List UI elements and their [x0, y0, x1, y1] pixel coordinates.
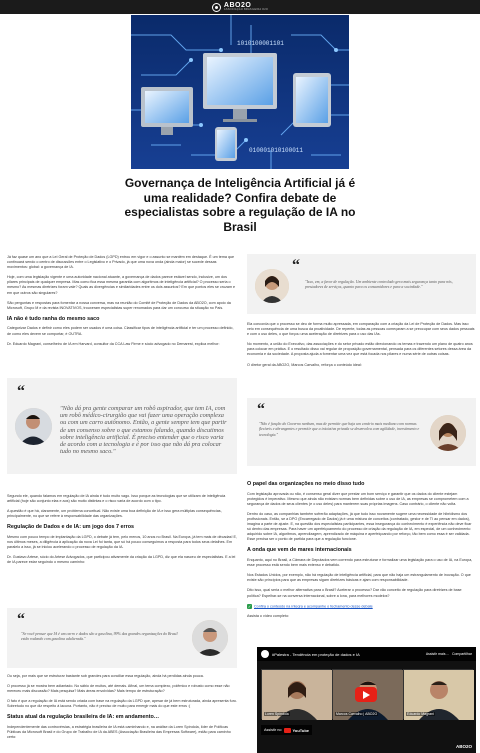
section-heading: Status atual da regulação brasileira de IA: em andamento…: [7, 714, 160, 721]
cta-link-text: Confira o conteúdo na íntegra e acompanhe o fechamento desse debate: [254, 604, 373, 609]
quote-box: [7, 608, 237, 668]
binary-text-bottom: 010001010100011: [249, 147, 304, 154]
circuit-illustration: [131, 15, 349, 169]
avatar: [255, 269, 289, 303]
left-column-middle: [7, 494, 237, 570]
section-heading: Regulação de Dados e de IA: um jogo dos 7 erros: [7, 524, 135, 531]
watch-on-label: Assistir no: [264, 728, 282, 732]
video-embed[interactable]: [257, 647, 476, 753]
speaker-tile: [403, 669, 473, 719]
left-column-bottom: [7, 674, 237, 745]
speaker-tile: [261, 669, 331, 719]
avatar: [430, 415, 466, 451]
share-button[interactable]: Compartilhar: [451, 652, 472, 656]
quote-text: "Não dá pra gente comparar um robô aspirador, que tem IA, com um robô médico-cirurgião que vai fazer uma operação complexa ou com um carro autônomo. Então, a gente sempre tem que partir de um consenso sobre o que estamos falando, quando discutimos sobre inteligência artificial. É preciso entender que o risco varia de acordo com a tecnologia e é por isso que não dá pra colocar tudo no mesmo saco.": [60, 405, 227, 456]
paragraph: Dentro do caso, as companhias também sofrerão adaptações, já que tudo isso novamente sugere uma necessidade de hibridismo dos profissionais. Então, se a DPO (Encarregado de Dados) já é uma mistura de conceitos (contratado, gestor e de TI ao pensar em dados), imagina a parte de ajuste. E, na questão dos especialistas participantes, essa insegurança do conhecimento é experiência não deve ficar só dentro das empresas. Para haver um aperfeiçoamento do processo de criação da regulação de IA, em especial, de um conhecimento adquirido sobre IA, algoritmos, aprendizagem, aprendizado de máquina e aperfeiçoando por reforço, tão bem como essa é ser validada. Esse precisa ser o ponto de partida para que a regulação funcione.: [247, 511, 472, 542]
avatar: [15, 408, 52, 445]
logo-tagline: ASSOCIAÇÃO BRASILEIRA O2O: [223, 8, 269, 12]
section-heading: A onda que vem de mares internacionais: [247, 547, 352, 554]
logo-icon[interactable]: [212, 3, 221, 12]
paragraph: A questão é que há, claramente, um problema conceitual. Não existe uma boa definição de IA e isso gera múltiplas consequências, principalmente, no que se refere à responsabilidade das organizações.: [7, 509, 222, 519]
paragraph: Dr. Eduardo Magrani, conselheiro de IA em Harvard, consultor da CCA Law Firme e sócio advogado no Demarest, explica melhor:: [7, 341, 220, 346]
youtube-label: YouTube: [292, 727, 310, 733]
paragraph: Categorizar Dados e definir como eles podem ser usados é uma coisa. Classificar tipos de inteligência artificial e ter um processo definido, de como eles devem se comportar, é OUTRA.: [7, 326, 234, 336]
youtube-icon: [284, 728, 291, 733]
section-heading: IA não é tudo ranha do mesmo saco: [7, 315, 100, 322]
hero-image: [131, 15, 349, 169]
paragraph: O diretor geral da ABO2O, Marcos Carvalho, reforça o conteúdo ideal:: [247, 362, 362, 367]
cta-link[interactable]: [247, 604, 475, 610]
paragraph: Com legislação aprovada ou não, é consenso geral dizer que prestar um bom serviço e garantir que os dados do cliente estejam protegidos é imperativo. Mesmo que ainda não existam normas bem definidas sobre o uso de IA, as empresas se comprometem com a segurança de dados de seus clientes (e o uso deles) para manterem suas próprias imagens. Caso contrário, o cliente não volta.: [247, 491, 469, 506]
logo-name: ABO2O: [223, 2, 252, 10]
paragraph: Assista o vídeo completo:: [247, 614, 290, 619]
avatar-photo: [255, 269, 289, 303]
play-icon: [363, 691, 370, 699]
video-title[interactable]: #Palestra - Tendência em proteção de dados e IA: [272, 651, 360, 657]
paragraph: Dr. Gustavo Artese, sócio do Artese Advogados, que participou ativamente da criação da LGPD, diz que ela nasceu de especialistas. E a lei de IA parece estar seguindo o mesmo caminho:: [7, 555, 236, 565]
binary-text-top: 1010100001101: [237, 40, 284, 47]
avatar: [192, 620, 228, 656]
speaker-name: Marcos Carvalho | ABO2O: [336, 712, 378, 716]
channel-avatar-icon[interactable]: [261, 650, 269, 658]
speaker-name: Loren Spíndola: [265, 712, 289, 716]
paragraph: Ou seja, por mais que se estruturar bastante sob grandes para conciliar essa regulação, ainda há perdidas ainda pouca.: [7, 674, 204, 678]
site-logo[interactable]: [224, 2, 268, 12]
watch-later-button[interactable]: Assistir mais…: [425, 652, 449, 656]
quote-mark-icon: “: [17, 383, 25, 400]
section-heading: O papel das organizações no meio disso tudo: [247, 481, 365, 487]
quote-mark-icon: “: [17, 611, 25, 628]
right-column-top: [247, 322, 475, 373]
quote-text: "Se você pensar que IA é um carro e dados são a gasolina, 99% das grandes organizações do Brasil estão rodando com gasolina adulterada.": [21, 632, 178, 642]
video-title-bar: [257, 647, 476, 661]
article-title: Governança de Inteligência Artificial já é uma realidade? Confira debate de especialistas sobre a regulação de IA no Brasil: [124, 176, 356, 234]
left-column-top: [7, 255, 237, 352]
quote-box: [247, 398, 476, 466]
phone-bottom: [215, 127, 237, 161]
video-brand-logo: ABO2O: [455, 744, 472, 749]
right-column-middle: [247, 476, 475, 624]
paragraph: Segundo ele, quando falamos em regulação de IA ainda é tudo muito vago. Isso porque as tecnologias que se utilizam de inteligência artificial (hoje são conjunto elas e aos) são muito distintas e o risco varia de acordo com o tipo.: [7, 494, 226, 504]
paragraph: Já faz quase um ano que a Lei Geral de Proteção de Dados (LGPD) entrou em vigor e o assunto se mantém em destaque. É um tema que continuará sendo o centro de discussões entre o Legislativo e o Privado, já que uma nova onda (ainda maior) se sucede dessas movimentos: global: a governança de IA.: [7, 255, 235, 270]
paragraph: No momento, a união do Executivo, das associações e do setor privado estão direcionando os temas e trazendo um plano de quatro anos para colocar em prática. E o resultado disso vai regular de proposição governamental, pensada para os diferentes setores dessa área da economia e da sociedade. A proposta ajuda a fomentar uma vez que está focada nos pilares e numa série de outras coisas.: [247, 342, 473, 357]
paragraph: Ela concorda que o processo se deu de forma muito apressada, em comparação com a criação da Lei de Proteção de Dados. Mas isso veio em consequência de uma busca da proatividade. De repente, todas as pessoas começaram a se preocupar com seus dados pessoais e com o uso deles, o que forçou uma aceleração de diretrizes para o uso das IAs.: [247, 322, 475, 337]
paragraph: Enquanto, aqui no Brasil, a Câmara de Deputados vem correndo para estruturar e formalizar uma legislação para o uso de IA, na Europa, esse processo está sendo bem mais extenso e debatido.: [247, 558, 473, 568]
paragraph: Independentemente das controvérsias, a estratégia brasileira de IA está caminhando e, na análise da Loren Spíndola, líder de Políticas Públicas da Microsoft Brasil e do Grupo de Trabalho de IA da ABES (Associação Brasileira das Empresas Software), estão para caminho certo:: [7, 725, 231, 740]
watch-on-youtube-button[interactable]: [261, 725, 312, 735]
quote-box: [7, 378, 237, 474]
paragraph: O fato é que a regulação de IA está sendo criada com base na regulação da LGPD que, apesar de já bem estruturada, ainda apresenta furo. Sobretudo no que diz respeito à lacuna. Portanto, não é preciso de muito para emergir mais do que este erros :(: [7, 699, 238, 709]
paragraph: São perguntas e respostas para fomentar a nossa conversa, mas na reunião do Comitê de Proteção de Dados da ABO2O, com apoio da Microsoft, Grupo M e da revista INOVATIVOS, trouxeram especialistas super renomados para dar um concurso da situação no País.: [7, 300, 231, 310]
paragraph: O processo já se mostra bem adiantado. No sábio de muitos, até demais. Afinal, um tema complexo, polêmico e robusto como esse não mereceu mais discussão? Mais pesquisa? Mais áreas envolvidas? Mais tempo de estruturação?: [7, 684, 230, 694]
avatar-photo: [15, 408, 52, 445]
play-button[interactable]: [355, 687, 377, 702]
quote-mark-icon: “: [292, 257, 300, 274]
site-header: [0, 0, 480, 14]
paragraph: Nos Estados Unidos, por exemplo, não há regulação de inteligência artificial, para que não haja um estrangulamento de inovação. O que existe são princípios para que as empresas sigam diretrizes básicas e ajam com responsabilidade.: [247, 573, 471, 583]
paragraph: Mesmo com pouco tempo de implantação da LGPD, o debate já tem, pelo menos, 10 anos no Brasil. Na Europa, já tem mais de décadas! E, nos últimos meses, a diligência à aplicação da nova Lei foi tanta, que só há pouco conseguimos a resposta para todos seus detalhes. Em paralelo a isso, já se iniciou acelerando o processo de regulação da IA.: [7, 534, 237, 550]
checkbox-icon: ✓: [247, 603, 252, 609]
quote-text: "Isso, em, a favor de regulação. Um ambiente controlado gera mais segurança tanto para nós, prestadores de serviços, quanto para os consumidores e para a sociedade.": [305, 280, 453, 290]
speaker-name: Eduardo Magrani: [407, 712, 434, 716]
paragraph: Hoje, com uma legislação vigente e uma autoridade nacional atuante, a governança de dados parece estável sendo, inclusive, um dos pilares principais de qualquer empresa. Mas como fica essa mesma garantia com algoritmos de inteligência artificial? O processo seria o mesmo? As mesmas diretrizes foram vale? Quais as divergências e similaridades entre os dois assuntos? Em que pontos eles se cruzam e em que outros são singulares?: [7, 275, 236, 295]
quote-text: "Não é função do Governo nenhum, mas de permitir que haja um cenário mais mediano com normas flexíveis e abrangentes e permitir que a iniciativa privada se desenvolva com agilidade, investimento e tecnologia.": [259, 422, 420, 437]
quote-mark-icon: “: [257, 401, 265, 418]
tablet-right: [293, 73, 331, 127]
avatar-photo: [192, 620, 228, 656]
paragraph: Dito isso, qual seria o melhor alternativa para o Brasil? Acelerar o processo? Dar vão conceito de regulação para diretrizes de base política? Espelhar-se na conversa internacional, sobre a lona, para melhores modelos?: [247, 588, 462, 598]
avatar-photo: [430, 415, 466, 451]
quote-box: [247, 254, 476, 314]
